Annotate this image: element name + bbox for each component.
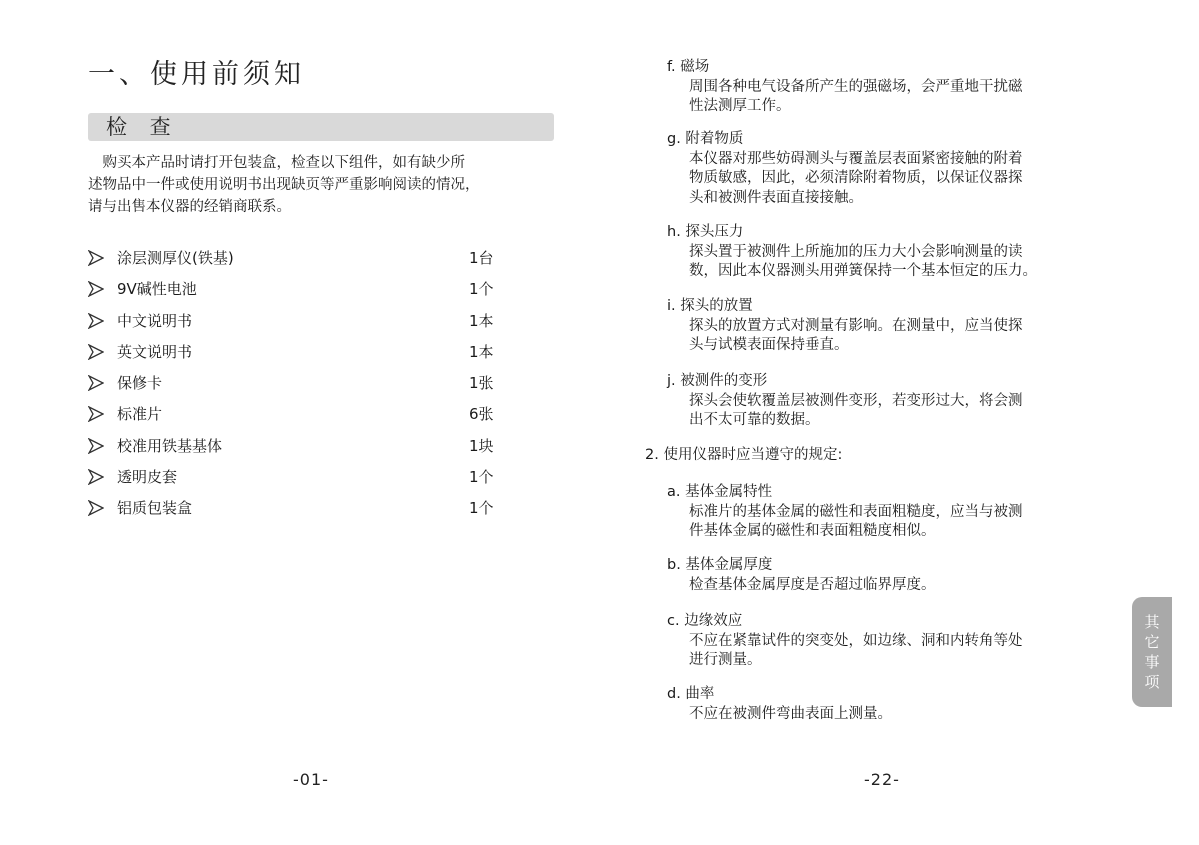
- item-quantity: 1张: [469, 374, 494, 393]
- page-number: -01-: [293, 770, 329, 789]
- note-item: [667, 58, 1023, 117]
- note-item: [667, 483, 1023, 542]
- note-item: [667, 612, 1023, 671]
- note-body-line: 件基体金属的磁性和表面粗糙度相似。: [689, 523, 936, 539]
- list-item: [88, 340, 508, 371]
- arrow-triangle-icon: [88, 406, 104, 422]
- item-quantity: 1台: [469, 249, 494, 267]
- item-name: 英文说明书: [117, 342, 193, 361]
- note-body-line: 物质敏感，因此，必须清除附着物质，以保证仪器探: [689, 170, 1023, 186]
- item-name: 校准用铁基基体: [117, 436, 223, 455]
- side-tab-char: 它: [1144, 633, 1160, 651]
- list-item: [88, 402, 508, 433]
- arrow-triangle-icon: [88, 375, 104, 391]
- item-quantity: 6张: [469, 405, 494, 424]
- intro-paragraph: [88, 152, 568, 218]
- note-body-line: 探头会使软覆盖层被测件变形，若变形过大，将会测: [689, 392, 1023, 409]
- note-header: j. 被测件的变形: [667, 373, 768, 389]
- note-body-line: 探头的放置方式对测量有影响。在测量中，应当使探: [689, 317, 1023, 334]
- package-contents-list: [88, 246, 508, 528]
- list-item: [88, 434, 508, 465]
- note-item: [667, 297, 1023, 356]
- note-body-line: 检查基体金属厚度是否超过临界厚度。: [689, 576, 936, 593]
- list-item: [88, 465, 508, 496]
- notes-section: [600, 0, 1199, 845]
- section-title: 检 查: [106, 115, 179, 139]
- note-body-line: 不应在紧靠试件的突变处，如边缘、洞和内转角等处: [689, 632, 1023, 649]
- intro-line: 述物品中一件或使用说明书出现缺页等严重影响阅读的情况，: [88, 177, 480, 193]
- note-body-line: 头与试模表面保持垂直。: [689, 337, 849, 353]
- side-tab-other-matters[interactable]: [1132, 597, 1172, 707]
- note-header: i. 探头的放置: [667, 298, 753, 314]
- item-name: 9V碱性电池: [117, 280, 197, 299]
- note-body-line: 周围各种电气设备所产生的强磁场，会严重地干扰磁: [689, 78, 1023, 95]
- intro-line: 请与出售本仪器的经销商联系。: [88, 199, 291, 215]
- note-body-line: 出不太可靠的数据。: [689, 412, 820, 428]
- item-quantity: 1块: [469, 436, 494, 455]
- list-item: [88, 371, 508, 402]
- list-item: [88, 309, 508, 340]
- right-page: [600, 0, 1199, 845]
- note-item: [667, 130, 1023, 208]
- list-item: [88, 496, 508, 527]
- note-item: [667, 223, 1037, 282]
- arrow-triangle-icon: [88, 438, 104, 454]
- item-quantity: 1本: [469, 311, 494, 330]
- item-quantity: 1本: [469, 342, 494, 361]
- note-item: [667, 685, 892, 724]
- item-quantity: 1个: [469, 280, 494, 299]
- note-body-line: 性法测厚工作。: [689, 98, 791, 114]
- note-header: b. 基体金属厚度: [667, 557, 773, 573]
- note-header: g. 附着物质: [667, 131, 744, 147]
- intro-line: 购买本产品时请打开包装盒，检查以下组件，如有缺少所: [88, 155, 465, 171]
- section-header-bar: [88, 113, 554, 141]
- side-tab-char: 事: [1144, 653, 1160, 671]
- item-name: 保修卡: [117, 374, 163, 393]
- item-name: 涂层测厚仪(铁基): [117, 249, 234, 267]
- side-tab-char: 其: [1144, 613, 1160, 631]
- note-body-line: 探头置于被测件上所施加的压力大小会影响测量的读: [689, 243, 1023, 260]
- arrow-triangle-icon: [88, 281, 104, 297]
- item-name: 铝质包装盒: [117, 499, 193, 518]
- item-quantity: 1个: [469, 499, 494, 518]
- item-name: 透明皮套: [117, 468, 178, 487]
- note-item: [667, 556, 936, 595]
- rules-heading: 2. 使用仪器时应当遵守的规定:: [645, 447, 843, 463]
- page-number: -22-: [864, 770, 900, 789]
- item-quantity: 1个: [469, 468, 494, 487]
- note-header: f. 磁场: [667, 59, 710, 75]
- arrow-triangle-icon: [88, 250, 104, 266]
- note-header: h. 探头压力: [667, 224, 744, 240]
- note-body-line: 不应在被测件弯曲表面上测量。: [689, 705, 892, 722]
- arrow-triangle-icon: [88, 344, 104, 360]
- note-body-line: 进行测量。: [689, 652, 762, 668]
- note-header: d. 曲率: [667, 686, 715, 702]
- note-body-line: 标准片的基体金属的磁性和表面粗糙度，应当与被测: [689, 503, 1023, 520]
- arrow-triangle-icon: [88, 500, 104, 516]
- arrow-triangle-icon: [88, 469, 104, 485]
- note-body-line: 本仪器对那些妨碍测头与覆盖层表面紧密接触的附着: [689, 150, 1023, 167]
- note-item: [667, 372, 1023, 431]
- note-header: a. 基体金属特性: [667, 484, 773, 500]
- arrow-triangle-icon: [88, 313, 104, 329]
- note-body-line: 数，因此本仪器测头用弹簧保持一个基本恒定的压力。: [689, 263, 1037, 279]
- item-name: 中文说明书: [117, 311, 193, 330]
- list-item: [88, 246, 508, 277]
- chapter-title: 一、使用前须知: [88, 59, 305, 90]
- item-name: 标准片: [117, 405, 163, 424]
- list-item: [88, 277, 508, 308]
- note-header: c. 边缘效应: [667, 613, 743, 629]
- note-body-line: 头和被测件表面直接接触。: [689, 189, 863, 206]
- side-tab-char: 项: [1144, 673, 1160, 691]
